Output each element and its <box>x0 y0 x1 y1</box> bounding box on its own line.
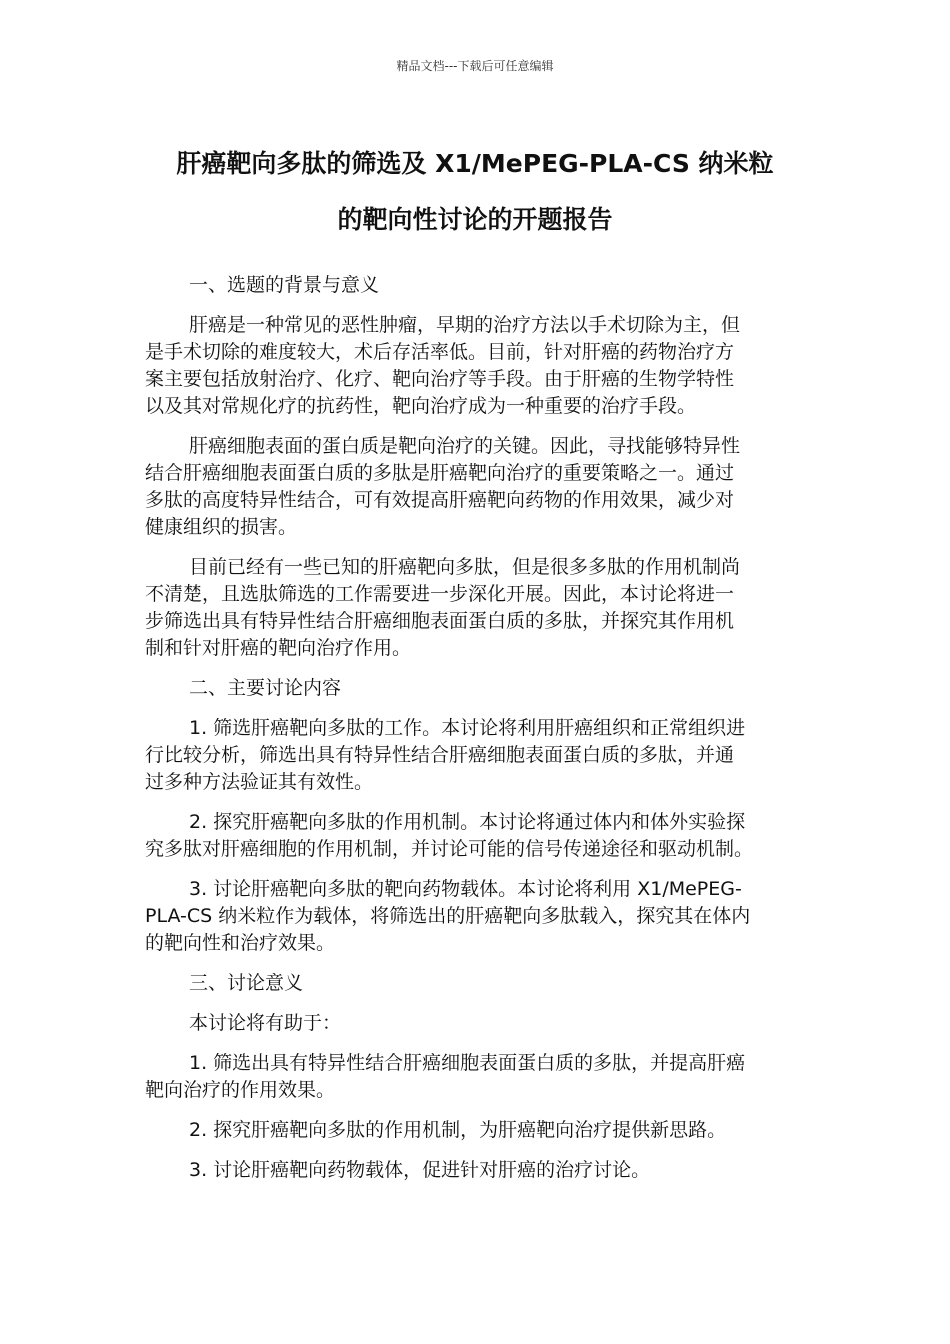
paragraph-background-3: 目前已经有一些已知的肝癌靶向多肽，但是很多多肽的作用机制尚 不清楚，且选肽筛选的工作需要进一步深化开展。因此，本讨论将进一 步筛选出具有特异性结合肝癌细胞表面蛋白质的多肽，并探究其作用机 制和针对肝癌的靶向治疗作用。 <box>145 556 741 659</box>
content-item-1: 1. 筛选肝癌靶向多肽的工作。本讨论将利用肝癌组织和正常组织进 行比较分析，筛选出具有特异性结合肝癌细胞表面蛋白质的多肽，并通 过多种方法验证其有效性。 <box>145 717 746 793</box>
paragraph-background-2: 肝癌细胞表面的蛋白质是靶向治疗的关键。因此，寻找能够特异性 结合肝癌细胞表面蛋白质的多肽是肝癌靶向治疗的重要策略之一。通过 多肽的高度特异性结合，可有效提高肝癌靶向药物的作用效果，减少对 健康组织的损害。 <box>145 435 741 538</box>
significance-item-1: 1. 筛选出具有特异性结合肝癌细胞表面蛋白质的多肽，并提高肝癌 靶向治疗的作用效果。 <box>145 1052 746 1101</box>
significance-intro: 本讨论将有助于： <box>189 1012 342 1034</box>
significance-item-2: 2. 探究肝癌靶向多肽的作用机制，为肝癌靶向治疗提供新思路。 <box>189 1119 727 1141</box>
paragraph-background-1: 肝癌是一种常见的恶性肿瘤，早期的治疗方法以手术切除为主，但 是手术切除的难度较大，术后存活率低。目前，针对肝癌的药物治疗方 案主要包括放射治疗、化疗、靶向治疗等手段。由于肝癌的生物学特性 以及其对常规化疗的抗药性，靶向治疗成为一种重要的治疗手段。 <box>145 314 741 417</box>
content-item-2: 2. 探究肝癌靶向多肽的作用机制。本讨论将通过体内和体外实验探 究多肽对肝癌细胞的作用机制，并讨论可能的信号传递途径和驱动机制。 <box>145 811 754 860</box>
title-line-2: 的靶向性讨论的开题报告 <box>337 205 613 234</box>
title-line-1: 肝癌靶向多肽的筛选及 X1/MePEG-PLA-CS 纳米粒 <box>176 149 774 178</box>
content-item-3: 3. 讨论肝癌靶向多肽的靶向药物载体。本讨论将利用 X1/MePEG- PLA-CS 纳米粒作为载体，将筛选出的肝癌靶向多肽载入，探究其在体内 的靶向性和治疗效果。 <box>145 878 751 954</box>
section-heading-significance: 三、讨论意义 <box>189 972 304 994</box>
header-note: 精品文档---下载后可任意编辑 <box>396 59 554 73</box>
document-body <box>145 272 807 1197</box>
significance-item-3: 3. 讨论肝癌靶向药物载体，促进针对肝癌的治疗讨论。 <box>189 1159 651 1181</box>
document-title <box>110 136 840 248</box>
section-heading-background: 一、选题的背景与意义 <box>189 274 380 296</box>
section-heading-content: 二、主要讨论内容 <box>189 677 342 699</box>
